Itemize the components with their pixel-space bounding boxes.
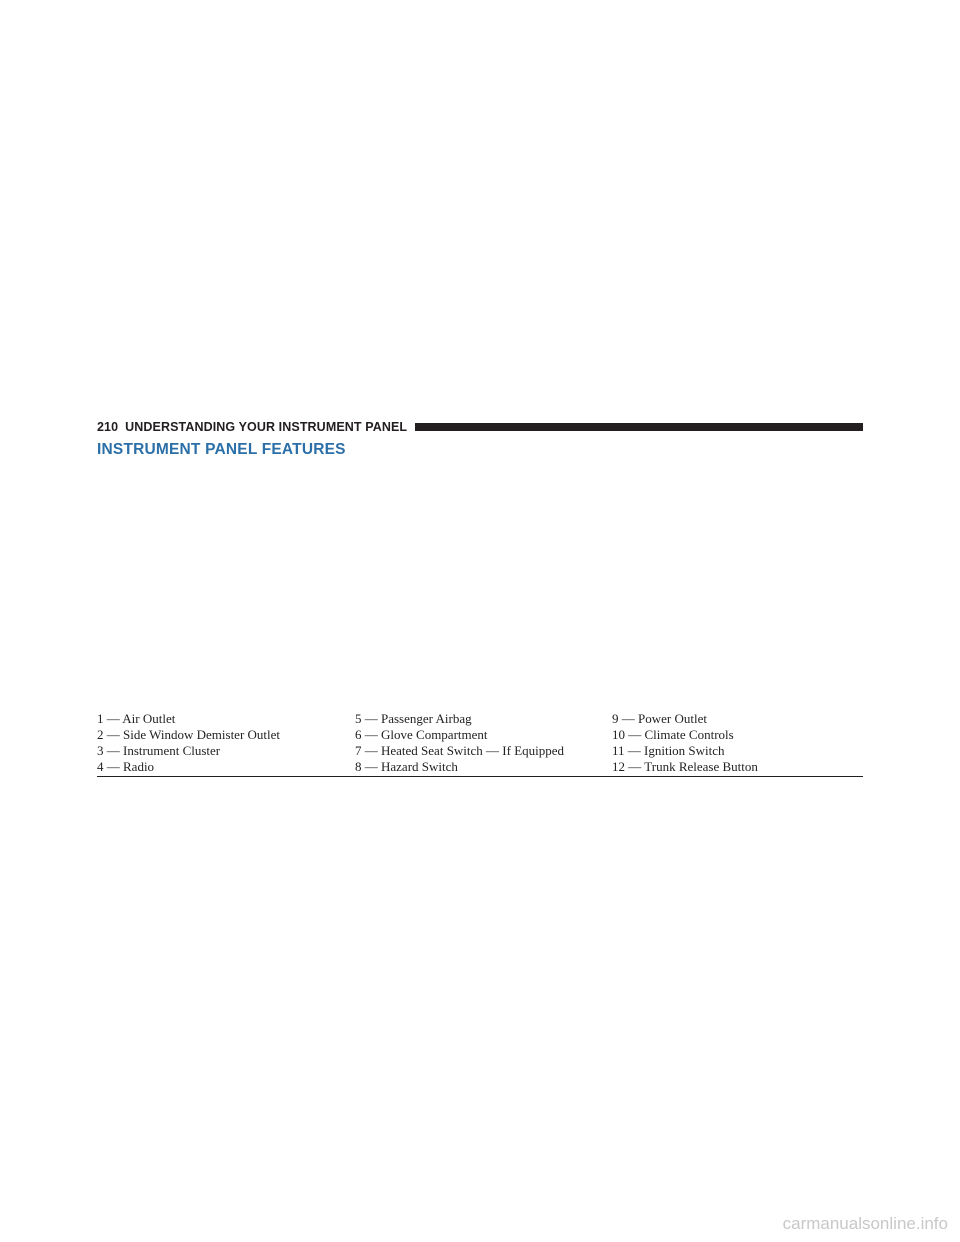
running-header-title: UNDERSTANDING YOUR INSTRUMENT PANEL	[125, 420, 408, 434]
legend-item: 8 — Hazard Switch	[355, 759, 458, 774]
legend-item: 11 — Ignition Switch	[612, 743, 725, 758]
legend-column-1	[97, 711, 355, 775]
legend-item: 10 — Climate Controls	[612, 727, 734, 742]
legend-column-3	[612, 711, 863, 775]
legend-column-2	[355, 711, 612, 775]
legend-item: 2 — Side Window Demister Outlet	[97, 727, 281, 742]
legend-item: 12 — Trunk Release Button	[612, 759, 758, 774]
legend-item: 5 — Passenger Airbag	[355, 711, 472, 726]
legend-item: 6 — Glove Compartment	[355, 727, 488, 742]
instrument-panel-illustration	[97, 464, 863, 706]
legend-item: 9 — Power Outlet	[612, 711, 707, 726]
figure-legend	[97, 711, 863, 777]
watermark: carmanualsonline.info	[782, 1214, 948, 1233]
legend-item: 3 — Instrument Cluster	[97, 743, 221, 758]
legend-item: 4 — Radio	[97, 759, 155, 774]
legend-item: 1 — Air Outlet	[97, 711, 176, 726]
running-header	[97, 418, 863, 436]
page-number: 210	[97, 420, 119, 434]
section-title: INSTRUMENT PANEL FEATURES	[97, 441, 346, 458]
header-rule	[415, 423, 863, 431]
legend-item: 7 — Heated Seat Switch — If Equipped	[355, 743, 565, 758]
